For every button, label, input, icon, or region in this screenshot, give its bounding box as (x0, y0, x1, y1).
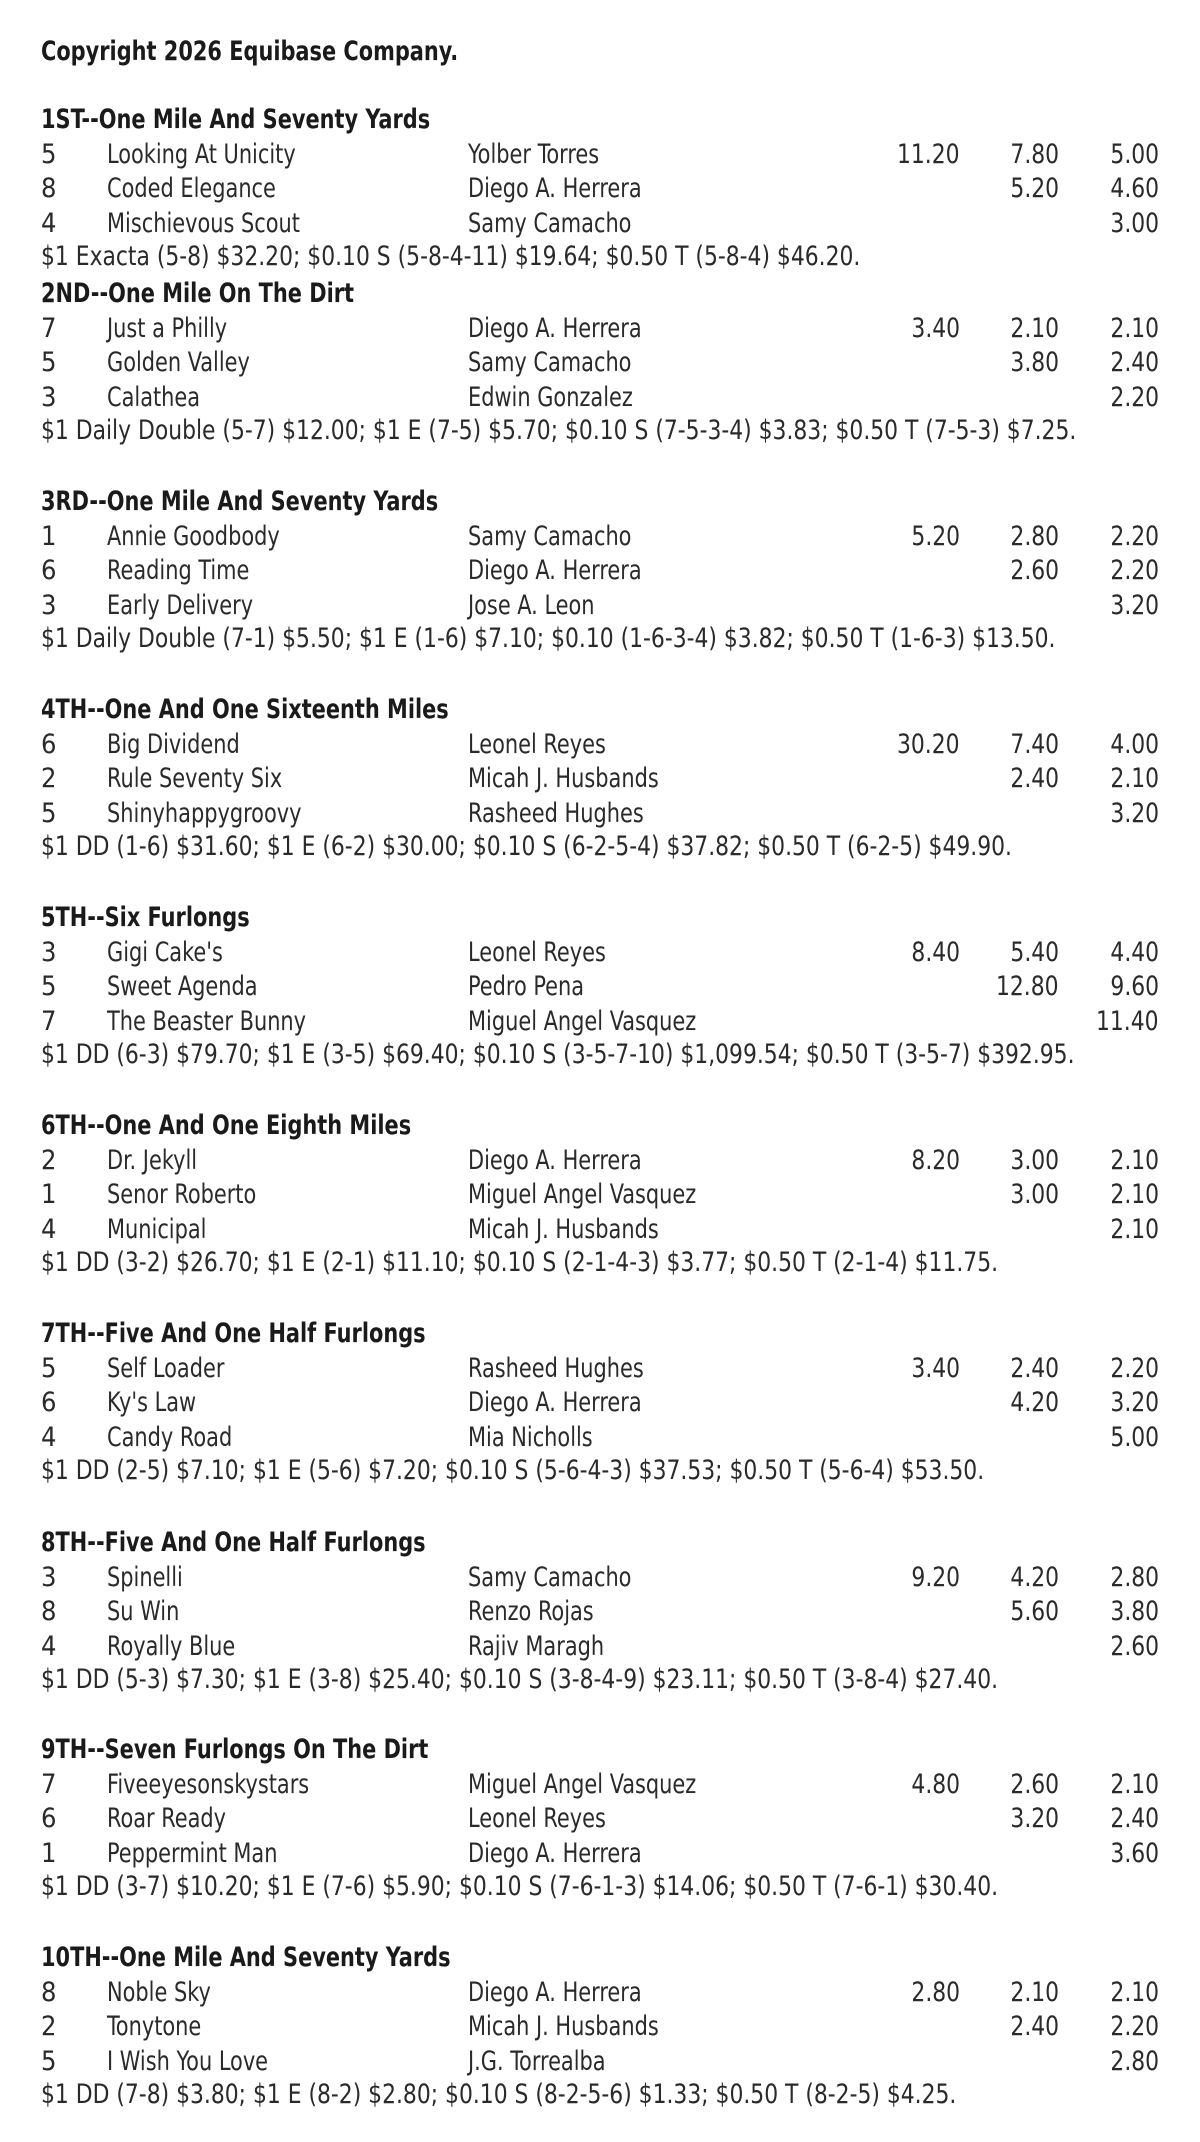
finisher-row (0, 798, 1200, 832)
place-payout: 5.20 (1010, 173, 1059, 205)
place-payout: 2.10 (1010, 1976, 1059, 2008)
finisher-row (0, 1977, 1200, 2011)
place-payout: 5.60 (1010, 1596, 1059, 1628)
show-payout: 2.10 (1110, 312, 1159, 344)
horse-name: Peppermint Man (107, 1837, 278, 1869)
place-payout: 2.40 (1010, 1352, 1059, 1384)
finisher-row (0, 313, 1200, 347)
show-payout: 4.60 (1110, 173, 1159, 205)
finisher-row (0, 382, 1200, 416)
show-payout: 9.60 (1110, 971, 1159, 1003)
horse-name: Coded Elegance (107, 173, 276, 205)
place-payout: 2.10 (1010, 312, 1059, 344)
win-payout: 5.20 (911, 520, 960, 552)
jockey-name: Diego A. Herrera (468, 173, 642, 205)
horse-name: Mischievous Scout (107, 207, 300, 239)
jockey-name: Samy Camacho (468, 207, 632, 239)
place-payout: 2.60 (1010, 1768, 1059, 1800)
post-position: 5 (41, 138, 57, 170)
show-payout: 3.80 (1110, 1596, 1159, 1628)
jockey-name: Leonel Reyes (468, 728, 606, 760)
horse-name: Su Win (107, 1596, 180, 1628)
place-payout: 5.40 (1010, 936, 1059, 968)
jockey-name: Diego A. Herrera (468, 1976, 642, 2008)
finisher-row (0, 1596, 1200, 1630)
show-payout: 11.40 (1096, 1005, 1159, 1037)
race-title: 9TH--Seven Furlongs On The Dirt (41, 1734, 429, 1765)
exotic-payouts: $1 Daily Double (7-1) $5.50; $1 E (1-6) $7.10; $0.10 (1-6-3-4) $3.82; $0.50 T (1-6-3) $13.50. (41, 623, 1056, 655)
jockey-name: Diego A. Herrera (468, 1387, 642, 1419)
place-payout: 7.40 (1010, 728, 1059, 760)
finisher-row (0, 139, 1200, 173)
show-payout: 2.10 (1110, 763, 1159, 795)
post-position: 6 (41, 728, 57, 760)
show-payout: 2.20 (1110, 1352, 1159, 1384)
post-position: 4 (41, 1421, 57, 1453)
show-payout: 2.40 (1110, 347, 1159, 379)
jockey-name: Samy Camacho (468, 520, 632, 552)
show-payout: 3.60 (1110, 1837, 1159, 1869)
post-position: 8 (41, 1596, 57, 1628)
win-payout: 9.20 (911, 1561, 960, 1593)
horse-name: Dr. Jekyll (107, 1144, 198, 1176)
finisher-row (0, 1422, 1200, 1456)
post-position: 2 (41, 763, 57, 795)
show-payout: 2.60 (1110, 1630, 1159, 1662)
show-payout: 5.00 (1110, 138, 1159, 170)
show-payout: 4.40 (1110, 936, 1159, 968)
post-position: 3 (41, 1561, 57, 1593)
win-payout: 11.20 (897, 138, 960, 170)
jockey-name: Jose A. Leon (468, 589, 595, 621)
win-payout: 3.40 (911, 1352, 960, 1384)
finisher-row (0, 1631, 1200, 1665)
jockey-name: Pedro Pena (468, 971, 585, 1003)
horse-name: Looking At Unicity (107, 138, 296, 170)
jockey-name: Renzo Rojas (468, 1596, 594, 1628)
show-payout: 2.80 (1110, 2045, 1159, 2077)
exotic-payouts: $1 DD (5-3) $7.30; $1 E (3-8) $25.40; $0.10 S (3-8-4-9) $23.11; $0.50 T (3-8-4) $27.40. (41, 1664, 999, 1696)
finisher-row (0, 555, 1200, 589)
place-payout: 3.00 (1010, 1179, 1059, 1211)
finisher-row (0, 1006, 1200, 1040)
place-payout: 4.20 (1010, 1387, 1059, 1419)
post-position: 5 (41, 1352, 57, 1384)
horse-name: Royally Blue (107, 1630, 236, 1662)
show-payout: 2.20 (1110, 555, 1159, 587)
finisher-row (0, 971, 1200, 1005)
race-title: 7TH--Five And One Half Furlongs (41, 1318, 426, 1349)
finisher-row (0, 1562, 1200, 1596)
jockey-name: Diego A. Herrera (468, 312, 642, 344)
jockey-name: Edwin Gonzalez (468, 381, 633, 413)
post-position: 5 (41, 971, 57, 1003)
horse-name: Fiveeyesonskystars (107, 1768, 310, 1800)
post-position: 3 (41, 936, 57, 968)
jockey-name: Diego A. Herrera (468, 555, 642, 587)
post-position: 6 (41, 1803, 57, 1835)
place-payout: 4.20 (1010, 1561, 1059, 1593)
horse-name: Ky's Law (107, 1387, 197, 1419)
horse-name: Noble Sky (107, 1976, 211, 2008)
post-position: 8 (41, 1976, 57, 2008)
show-payout: 2.10 (1110, 1144, 1159, 1176)
jockey-name: Diego A. Herrera (468, 1144, 642, 1176)
win-payout: 8.20 (911, 1144, 960, 1176)
horse-name: Self Loader (107, 1352, 225, 1384)
place-payout: 2.80 (1010, 520, 1059, 552)
post-position: 3 (41, 589, 57, 621)
horse-name: Shinyhappygroovy (107, 797, 302, 829)
horse-name: Just a Philly (107, 312, 228, 344)
jockey-name: Rasheed Hughes (468, 797, 644, 829)
finisher-row (0, 1838, 1200, 1872)
race-title: 3RD--One Mile And Seventy Yards (41, 486, 439, 517)
horse-name: Spinelli (107, 1561, 183, 1593)
jockey-name: Leonel Reyes (468, 936, 606, 968)
exotic-payouts: $1 DD (2-5) $7.10; $1 E (5-6) $7.20; $0.10 S (5-6-4-3) $37.53; $0.50 T (5-6-4) $53.50. (41, 1455, 985, 1487)
show-payout: 3.20 (1110, 589, 1159, 621)
post-position: 5 (41, 797, 57, 829)
horse-name: Gigi Cake's (107, 936, 223, 968)
horse-name: Golden Valley (107, 347, 250, 379)
place-payout: 3.20 (1010, 1803, 1059, 1835)
jockey-name: Miguel Angel Vasquez (468, 1179, 697, 1211)
jockey-name: Leonel Reyes (468, 1803, 606, 1835)
show-payout: 2.80 (1110, 1561, 1159, 1593)
post-position: 7 (41, 1005, 57, 1037)
post-position: 1 (41, 520, 57, 552)
jockey-name: J.G. Torrealba (468, 2045, 606, 2077)
post-position: 2 (41, 2011, 57, 2043)
finisher-row (0, 347, 1200, 381)
horse-name: I Wish You Love (107, 2045, 269, 2077)
finisher-row (0, 2046, 1200, 2080)
post-position: 2 (41, 1144, 57, 1176)
finisher-row (0, 1214, 1200, 1248)
post-position: 3 (41, 381, 57, 413)
show-payout: 2.20 (1110, 381, 1159, 413)
finisher-row (0, 1769, 1200, 1803)
finisher-row (0, 521, 1200, 555)
finisher-row (0, 937, 1200, 971)
race-title: 8TH--Five And One Half Furlongs (41, 1527, 426, 1558)
show-payout: 2.10 (1110, 1213, 1159, 1245)
place-payout: 2.40 (1010, 2011, 1059, 2043)
win-payout: 3.40 (911, 312, 960, 344)
post-position: 1 (41, 1179, 57, 1211)
post-position: 4 (41, 1630, 57, 1662)
place-payout: 12.80 (996, 971, 1059, 1003)
exotic-payouts: $1 DD (1-6) $31.60; $1 E (6-2) $30.00; $0.10 S (6-2-5-4) $37.82; $0.50 T (6-2-5) $49.90. (41, 831, 1012, 863)
exotic-payouts: $1 DD (3-7) $10.20; $1 E (7-6) $5.90; $0.10 S (7-6-1-3) $14.06; $0.50 T (7-6-1) $30.40. (41, 1871, 999, 1903)
finisher-row (0, 1179, 1200, 1213)
horse-name: Municipal (107, 1213, 207, 1245)
finisher-row (0, 1145, 1200, 1179)
race-title: 4TH--One And One Sixteenth Miles (41, 694, 449, 725)
horse-name: Reading Time (107, 555, 250, 587)
jockey-name: Yolber Torres (468, 138, 600, 170)
horse-name: Tonytone (107, 2011, 202, 2043)
place-payout: 3.00 (1010, 1144, 1059, 1176)
show-payout: 3.20 (1110, 1387, 1159, 1419)
horse-name: Senor Roberto (107, 1179, 257, 1211)
finisher-row (0, 590, 1200, 624)
race-title: 1ST--One Mile And Seventy Yards (41, 104, 431, 135)
post-position: 7 (41, 1768, 57, 1800)
exotic-payouts: $1 Exacta (5-8) $32.20; $0.10 S (5-8-4-11) $19.64; $0.50 T (5-8-4) $46.20. (41, 241, 861, 273)
finisher-row (0, 763, 1200, 797)
place-payout: 7.80 (1010, 138, 1059, 170)
jockey-name: Diego A. Herrera (468, 1837, 642, 1869)
race-title: 10TH--One Mile And Seventy Yards (41, 1942, 451, 1973)
show-payout: 2.10 (1110, 1179, 1159, 1211)
show-payout: 3.20 (1110, 797, 1159, 829)
post-position: 1 (41, 1837, 57, 1869)
show-payout: 2.10 (1110, 1976, 1159, 2008)
exotic-payouts: $1 DD (6-3) $79.70; $1 E (3-5) $69.40; $0.10 S (3-5-7-10) $1,099.54; $0.50 T (3-5-7) $392.95. (41, 1039, 1075, 1071)
race-title: 5TH--Six Furlongs (41, 902, 250, 933)
jockey-name: Micah J. Husbands (468, 2011, 659, 2043)
horse-name: Big Dividend (107, 728, 240, 760)
horse-name: Sweet Agenda (107, 971, 258, 1003)
exotic-payouts: $1 Daily Double (5-7) $12.00; $1 E (7-5) $5.70; $0.10 S (7-5-3-4) $3.83; $0.50 T (7-5-3) $7.25. (41, 415, 1077, 447)
win-payout: 4.80 (911, 1768, 960, 1800)
exotic-payouts: $1 DD (7-8) $3.80; $1 E (8-2) $2.80; $0.10 S (8-2-5-6) $1.33; $0.50 T (8-2-5) $4.25. (41, 2079, 957, 2111)
place-payout: 3.80 (1010, 347, 1059, 379)
finisher-row (0, 729, 1200, 763)
finisher-row (0, 173, 1200, 207)
jockey-name: Miguel Angel Vasquez (468, 1768, 697, 1800)
post-position: 6 (41, 555, 57, 587)
show-payout: 2.40 (1110, 1803, 1159, 1835)
place-payout: 2.60 (1010, 555, 1059, 587)
finisher-row (0, 1387, 1200, 1421)
jockey-name: Mia Nicholls (468, 1421, 593, 1453)
jockey-name: Miguel Angel Vasquez (468, 1005, 697, 1037)
jockey-name: Samy Camacho (468, 1561, 632, 1593)
post-position: 5 (41, 2045, 57, 2077)
horse-name: Roar Ready (107, 1803, 227, 1835)
jockey-name: Samy Camacho (468, 347, 632, 379)
jockey-name: Micah J. Husbands (468, 1213, 659, 1245)
copyright-notice: Copyright 2026 Equibase Company. (41, 36, 459, 67)
finisher-row (0, 208, 1200, 242)
horse-name: Early Delivery (107, 589, 254, 621)
place-payout: 2.40 (1010, 763, 1059, 795)
race-title: 6TH--One And One Eighth Miles (41, 1110, 412, 1141)
show-payout: 2.10 (1110, 1768, 1159, 1800)
horse-name: Candy Road (107, 1421, 233, 1453)
jockey-name: Rasheed Hughes (468, 1352, 644, 1384)
horse-name: Rule Seventy Six (107, 763, 283, 795)
jockey-name: Rajiv Maragh (468, 1630, 605, 1662)
win-payout: 30.20 (897, 728, 960, 760)
win-payout: 2.80 (911, 1976, 960, 2008)
post-position: 4 (41, 1213, 57, 1245)
jockey-name: Micah J. Husbands (468, 763, 659, 795)
post-position: 7 (41, 312, 57, 344)
post-position: 4 (41, 207, 57, 239)
horse-name: The Beaster Bunny (107, 1005, 307, 1037)
show-payout: 3.00 (1110, 207, 1159, 239)
finisher-row (0, 2011, 1200, 2045)
post-position: 6 (41, 1387, 57, 1419)
show-payout: 2.20 (1110, 520, 1159, 552)
finisher-row (0, 1803, 1200, 1837)
show-payout: 2.20 (1110, 2011, 1159, 2043)
race-title: 2ND--One Mile On The Dirt (41, 278, 355, 309)
finisher-row (0, 1353, 1200, 1387)
win-payout: 8.40 (911, 936, 960, 968)
show-payout: 4.00 (1110, 728, 1159, 760)
horse-name: Calathea (107, 381, 201, 413)
post-position: 8 (41, 173, 57, 205)
horse-name: Annie Goodbody (107, 520, 280, 552)
post-position: 5 (41, 347, 57, 379)
show-payout: 5.00 (1110, 1421, 1159, 1453)
exotic-payouts: $1 DD (3-2) $26.70; $1 E (2-1) $11.10; $0.10 S (2-1-4-3) $3.77; $0.50 T (2-1-4) $11.75. (41, 1247, 999, 1279)
